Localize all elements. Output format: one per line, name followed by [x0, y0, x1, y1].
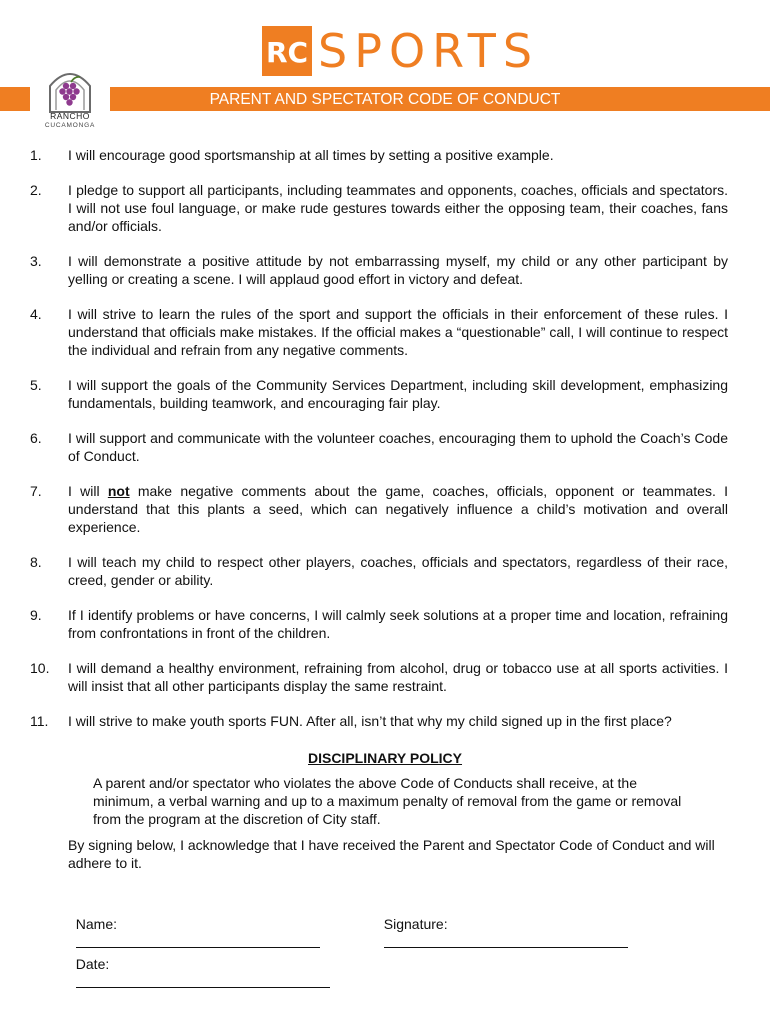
rc-mark-icon: [262, 26, 312, 76]
rule-item: [30, 482, 730, 536]
rule-item: [30, 429, 730, 465]
rule-item: [30, 305, 730, 359]
brand-logo: [262, 26, 539, 76]
rule-text: I will teach my child to respect other players, coaches, officials and spectators, regardless of their race, creed, gender or ability.: [68, 554, 728, 588]
brand-text: SPORTS: [318, 24, 540, 78]
rule-text: I will support the goals of the Community Services Department, including skill development, emphasizing fundamentals, building teamwork, and encouraging fair play.: [68, 377, 728, 411]
rule-text-after: make negative comments about the game, coaches, officials, opponent or teammates. I understand that this plants a seed, which can negatively influence a child’s motivation and overall experience.: [68, 483, 728, 535]
signature-field[interactable]: [376, 897, 628, 952]
acknowledgement-text: By signing below, I acknowledge that I have received the Parent and Spectator Code of Conduct and will adhere to it.: [68, 837, 715, 871]
rule-number: 11.: [30, 713, 49, 729]
policy-text: A parent and/or spectator who violates the above Code of Conducts shall receive, at the minimum, a verbal warning and up to a maximum penalty of removal from the game or removal from the program at the discretion of City staff.: [93, 775, 682, 827]
emphasis-not: not: [107, 483, 130, 499]
rule-number: 7.: [30, 483, 42, 499]
rule-text: If I identify problems or have concerns, I will calmly seek solutions at a proper time and location, refraining from confrontations in front of the children.: [68, 607, 728, 641]
rule-number: 5.: [30, 377, 42, 393]
rule-number: 1.: [30, 147, 42, 163]
signature-label: Signature:: [383, 916, 448, 932]
brand-mark-text: RC: [265, 36, 309, 69]
rule-text-before: I will: [68, 483, 108, 499]
rule-text: I will strive to learn the rules of the sport and support the officials in their enforcement of these rules. I understand that officials make mistakes. If the official makes a “questionable” call, I will continue to respect the individual and refrain from any negative comments.: [68, 306, 728, 358]
rule-text: I will demand a healthy environment, refraining from alcohol, drug or tobacco use at all sports activities. I will insist that all other participants display the same restraint.: [68, 660, 728, 694]
rule-text: I will support and communicate with the volunteer coaches, encouraging them to uphold the Coach’s Code of Conduct.: [68, 430, 728, 464]
name-label: Name:: [75, 916, 118, 932]
rule-number: 10.: [30, 660, 50, 676]
rule-text: [68, 482, 728, 536]
date-label: Date:: [75, 956, 110, 972]
rule-number: 8.: [30, 554, 42, 570]
rule-text: I will strive to make youth sports FUN. After all, isn’t that why my child signed up in the first place?: [68, 713, 672, 729]
date-field[interactable]: [68, 937, 330, 992]
rule-text: I will encourage good sportsmanship at all times by setting a positive example.: [68, 147, 554, 163]
logo-subtitle: CUCAMONGA: [44, 122, 96, 129]
rule-item: [30, 606, 730, 642]
policy-heading: DISCIPLINARY POLICY: [307, 750, 463, 766]
rule-item: [30, 659, 730, 695]
logo-name: RANCHO: [50, 111, 90, 121]
rule-item: [30, 376, 730, 412]
page-title: PARENT AND SPECTATOR CODE OF CONDUCT: [209, 91, 561, 108]
rule-item: [30, 146, 730, 164]
rule-number: 9.: [30, 607, 42, 623]
rule-number: 6.: [30, 430, 42, 446]
rule-item: [30, 252, 730, 288]
rule-number: 4.: [30, 306, 42, 322]
code-of-conduct-list: [30, 146, 730, 747]
rule-text: I pledge to support all participants, including teammates and opponents, coaches, officials and spectators. I will not use foul language, or make rude gestures towards either the opposing team, their coaches, fans and/or officials.: [68, 182, 728, 234]
city-logo: [30, 58, 110, 138]
rule-item: [30, 181, 730, 235]
date-line[interactable]: [76, 973, 330, 988]
rule-item: [30, 712, 730, 730]
rule-number: 2.: [30, 182, 42, 198]
rule-number: 3.: [30, 253, 42, 269]
rule-text: I will demonstrate a positive attitude by not embarrassing myself, my child or any other participant by yelling or creating a scene. I will applaud good effort in victory and defeat.: [68, 253, 728, 287]
rule-item: [30, 553, 730, 589]
signature-line[interactable]: [384, 933, 628, 948]
